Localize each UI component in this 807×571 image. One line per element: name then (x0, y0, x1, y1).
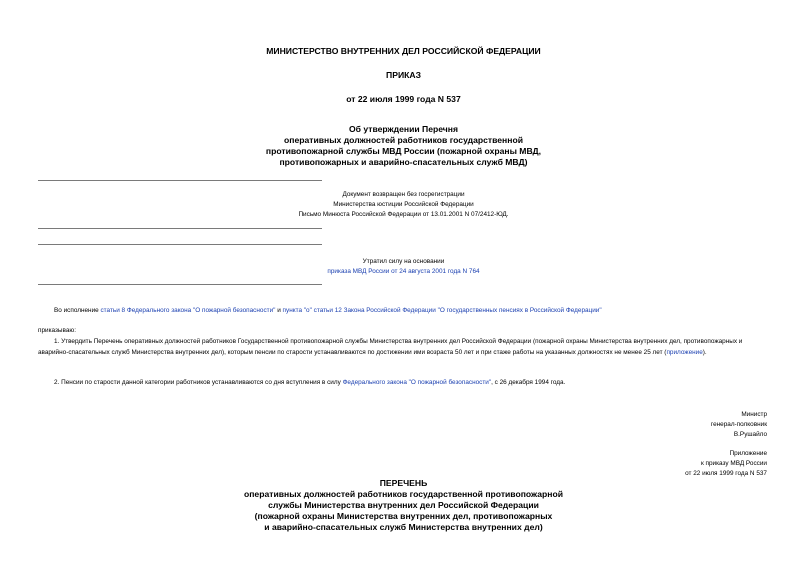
order-item-2: 2. Пенсии по старости данной категории работников устанавливаются со дня вступления в силу Федерального закона "О пожарной безопасности", с 26 декабря 1994 года. (54, 379, 566, 386)
appendix-link[interactable]: приложение (666, 349, 703, 356)
appendix-line: к приказу МВД России (700, 460, 767, 467)
list-title-line: оперативных должностей работников государственной противопожарной (243, 489, 564, 499)
appendix-reference (685, 449, 767, 479)
divider (38, 228, 322, 229)
appendix-line: Приложение (729, 450, 767, 457)
signature-line: Министр (741, 411, 767, 418)
registration-note (0, 190, 807, 220)
repeal-note (0, 257, 807, 277)
title-line: противопожарных и аварийно-спасательных служб МВД) (279, 157, 528, 167)
divider (38, 284, 322, 285)
note-line: Министерства юстиции Российской Федерации (333, 201, 474, 208)
doc-date-number: от 22 июля 1999 года N 537 (346, 94, 461, 104)
order-item-1: 1. Утвердить Перечень оперативных должностей работников Государственной противопожарной службы Министерства внутренних дел Российской Федерации (пожарной охраны Министерства внутренних дел, противопожарных и аварийно-спасательных служб Министерства внутренних дел), которым пенсии по старости устанавливаются по достижении ими возраста 50 лет и при стаже работы на указанных должностях не менее 25 лет (приложение). (38, 338, 743, 356)
divider (38, 180, 322, 181)
list-title-line: (пожарной охраны Министерства внутренних дел, противопожарных (254, 511, 553, 521)
list-heading: ПЕРЕЧЕНЬ (379, 478, 428, 488)
list-title-line: и аварийно-спасательных служб Министерства внутренних дел) (264, 522, 543, 532)
fire-safety-law-link[interactable]: Федерального закона "О пожарной безопасности" (342, 379, 492, 386)
list-title-line: службы Министерства внутренних дел Российской Федерации (268, 500, 539, 510)
title-line: оперативных должностей работников государственной (284, 135, 523, 145)
note-line: Документ возвращен без госрегистрации (342, 191, 465, 198)
repeal-order-link[interactable]: приказа МВД России от 24 августа 2001 года N 764 (327, 268, 480, 275)
divider (38, 244, 322, 245)
signature-block (711, 410, 767, 440)
list-title (0, 478, 807, 533)
order-word: приказываю: (38, 327, 76, 334)
title-line: Об утверждении Перечня (349, 124, 458, 134)
repeal-line: Утратил силу на основании (362, 258, 445, 265)
title-line: противопожарной службы МВД России (пожарной охраны МВД, (265, 146, 542, 156)
note-line: Письмо Минюста Российской Федерации от 13.01.2001 N 07/2412-ЮД. (298, 211, 509, 218)
document-title (0, 124, 807, 168)
signature-line: генерал-полковник (710, 421, 767, 428)
fire-safety-law-article-link[interactable]: статьи 8 Федерального закона "О пожарной безопасности" (100, 307, 276, 314)
ministry-heading: МИНИСТЕРСТВО ВНУТРЕННИХ ДЕЛ РОССИЙСКОЙ ФЕДЕРАЦИИ (266, 46, 541, 56)
signature-line: В.Рушайло (733, 431, 767, 438)
appendix-line: от 22 июля 1999 года N 537 (685, 470, 767, 477)
pension-law-link[interactable]: пункта "о" статьи 12 Закона Российской Федерации "О государственных пенсиях в Российской Федерации" (282, 307, 602, 314)
doc-type: ПРИКАЗ (386, 70, 421, 80)
preamble: Во исполнение статьи 8 Федерального закона "О пожарной безопасности" и пункта "о" статьи 12 Закона Российской Федерации "О государственных пенсиях в Российской Федерации" (54, 307, 602, 314)
